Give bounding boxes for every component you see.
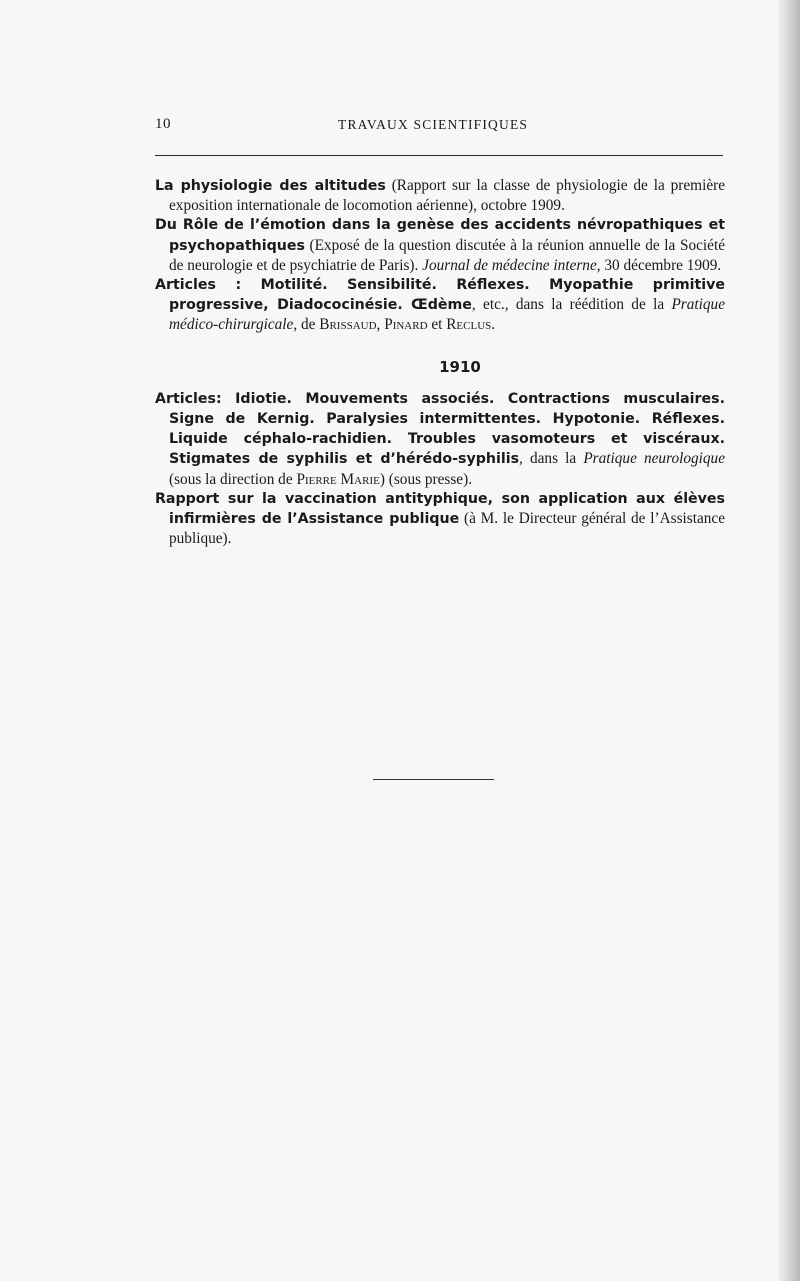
list-item [155, 176, 725, 215]
entry-text: , de [293, 316, 320, 334]
list-item [155, 275, 725, 335]
header-rule [155, 155, 723, 156]
entry-text: (Rapport sur la classe de physiologie de la première exposition internationale de locomotion aérienne), octobre 1909. [169, 177, 725, 215]
publication-list [155, 176, 725, 548]
page-header [155, 116, 723, 138]
separator: , [376, 316, 385, 334]
entry-text: , dans la [519, 450, 584, 468]
book-title: Pratique neurologique [583, 450, 725, 468]
entry-text: (à M. le Directeur général de l’Assistance publique). [169, 510, 725, 548]
entry-text: (sous la direction de [169, 470, 297, 488]
list-item [155, 215, 725, 275]
entry-title: Rapport sur la vaccination antityphique, son application aux élèves infirmières de l’Assistance publique [155, 490, 725, 528]
closing-rule [373, 779, 494, 780]
journal-title: Journal de médecine interne [422, 256, 597, 274]
book-title: Pratique médico-chirurgicale [169, 296, 725, 334]
list-item [155, 489, 725, 549]
author-name: Reclus [446, 316, 492, 334]
list-item [155, 389, 725, 489]
entry-date: , 30 décembre 1909. [596, 256, 722, 274]
entry-text: , etc., dans la réédition de la [471, 296, 672, 314]
author-name: Brissaud [319, 316, 377, 334]
year-heading: 1910 [439, 357, 481, 376]
entry-title: Articles : Motilité. Sensibilité. Réflexes. Myopathie primitive progressive, Diadococinésie. Œdème [155, 277, 725, 314]
author-name: Pierre Marie [296, 470, 380, 488]
page-number: 10 [155, 116, 171, 132]
entry-title: La physiologie des altitudes [155, 178, 386, 194]
separator: et [427, 316, 447, 334]
page-edge-shadow [778, 0, 800, 1281]
entry-title: Du Rôle de l’émotion dans la genèse des accidents névropathiques et psychopathiques [155, 217, 725, 254]
entry-end: . [491, 316, 496, 334]
entry-title: Articles: Idiotie. Mouvements associés. Contractions musculaires. Signe de Kernig. Paralysies intermittentes. Hypotonie. Réflexes. Liquide céphalo-rachidien. Troubles vasomoteurs et viscéraux. Stigmates de syphilis et d’hérédo-syphilis [155, 390, 725, 468]
running-title: TRAVAUX SCIENTIFIQUES [338, 117, 529, 132]
entry-text: (Exposé de la question discutée à la réunion annuelle de la Société de neurologie et de psychiatrie de Paris). [169, 236, 725, 274]
author-name: Pinard [384, 316, 428, 334]
entry-end: ) (sous presse). [379, 470, 473, 488]
